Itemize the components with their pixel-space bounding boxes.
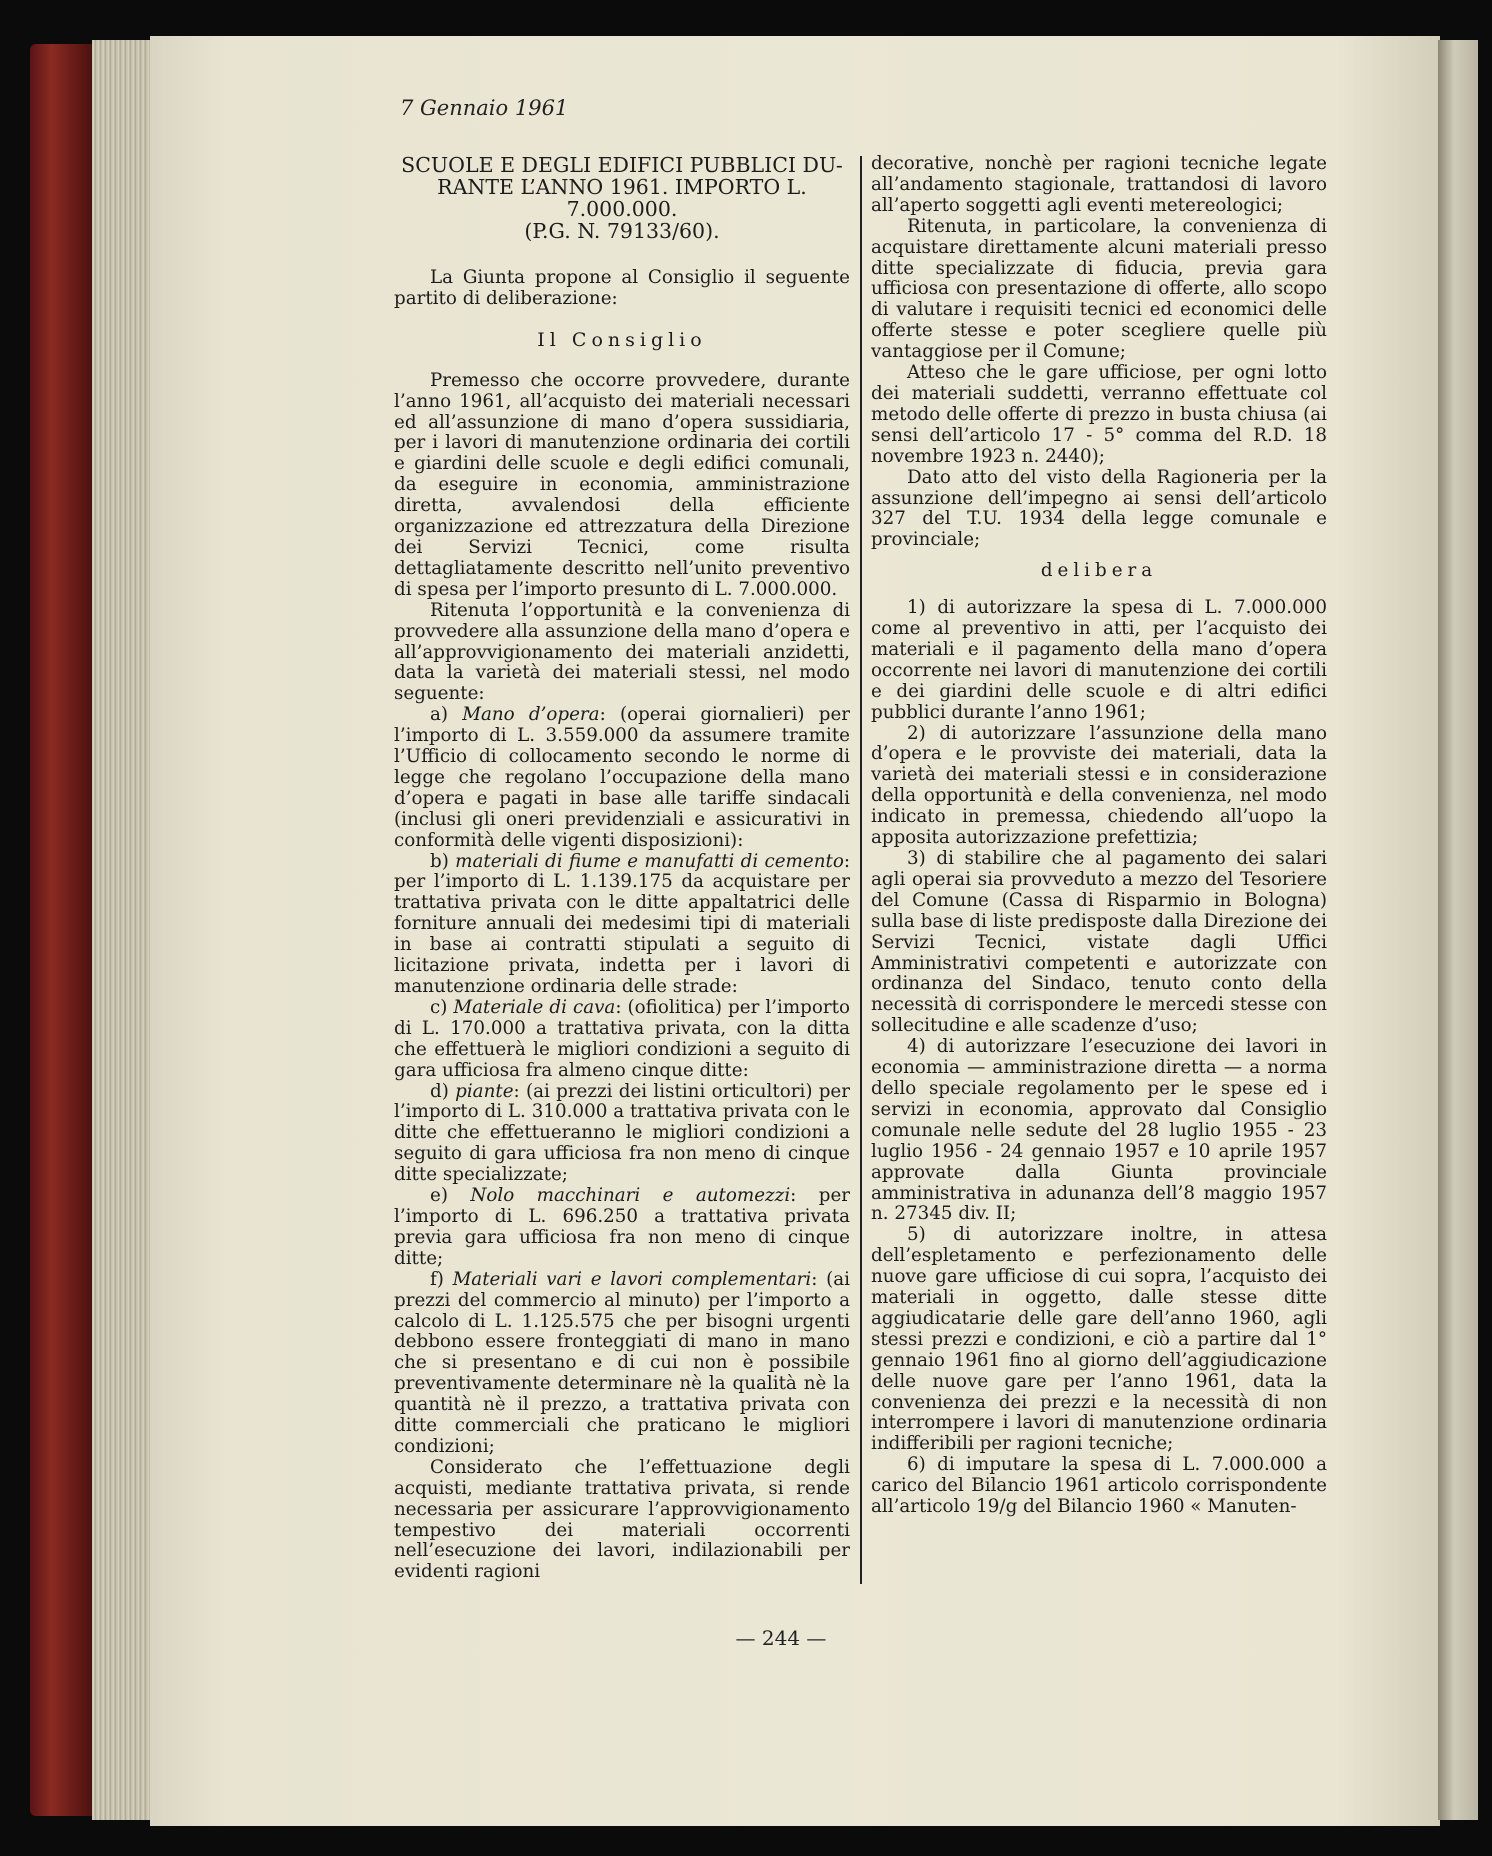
page-header-date: 7 Gennaio 1961 — [400, 96, 569, 120]
item-text: : (ai prezzi del commercio al minuto) per l’importo a calcolo di L. 1.125.575 che per bisogni urgenti debbono essere fronteggiati di mano in mano che si presentano e di cui non è possibile preventivamente determinare nè la qualità nè la quantità nè il prezzo, a trattativa privata con ditte commerciali che praticano le migliori condizioni; — [394, 1268, 850, 1457]
item-text: : (operai giornalieri) per l’importo di L. 3.559.000 da assumere tramite l’Ufficio di collocamento secondo le norme di legge che regolano l’occupazione della mano d’opera e pagati in base alle tariffe sindacali (inclusi gli oneri previdenziali e assicurativi in conformità delle vigenti disposizioni): — [394, 704, 851, 851]
delibera-point-3: 3) di stabilire che al pagamento dei salari agli operai sia provveduto a mezzo del Tesoriere del Comune (Cassa di Risparmio in Bologna) sulla base di liste predisposte dalla Direzione dei Servizi Tecnici, vistate dagli Uffici Amministrativi competenti e autorizzate con ordinanza del Sindaco, tenuto conto della necessità di corrispondere le mercedi stesse con sollecitudine e alle scadenze d’uso; — [871, 848, 1327, 1037]
item-e — [394, 1186, 850, 1270]
consiglio-heading: Il Consiglio — [537, 328, 707, 351]
item-prefix: b) — [430, 850, 456, 872]
item-label: Nolo macchinari e automezzi — [470, 1185, 791, 1207]
delibera-point-1: 1) di autorizzare la spesa di L. 7.000.000 come al preventivo in atti, per l’acquisto dei materiali e il pagamento della mano d’opera occorrente nei lavori di manutenzione dei cortili e dei giardini delle scuole e di altri edifici pubblici durante l’anno 1961; — [871, 597, 1327, 723]
item-text: : per l’importo di L. 696.250 a trattativa privata previa gara ufficiosa fra non meno di cinque ditte; — [394, 1185, 851, 1269]
right-page-edge — [1438, 40, 1478, 1820]
delibera-point-4: 4) di autorizzare l’esecuzione dei lavori in economia — amministrazione diretta — a norma dello speciale regolamento per le spese ed i servizi in economia, approvato dal Consiglio comunale nelle sedute del 28 luglio 1955 - 23 luglio 1956 - 24 gennaio 1957 e 10 aprile 1957 approvate dalla Giunta provinciale amministrativa in adunanza dell’8 maggio 1957 n. 27345 div. II; — [871, 1036, 1327, 1225]
item-label: Materiali vari e lavori complementari — [452, 1268, 812, 1290]
page-number-footer — [0, 1626, 1492, 1650]
item-text: : per l’importo di L. 1.139.175 da acquistare per trattativa privata con le ditte appaltatrici delle forniture annuali dei medesimi tipi di materiali in base ai contratti stipulati a seguito di licitazione privata, indetta per i lavori di manutenzione ordinaria delle strade: — [394, 850, 850, 997]
item-c — [394, 998, 850, 1082]
intro-paragraph: La Giunta propone al Consiglio il seguente partito di deliberazione: — [394, 267, 850, 309]
dato-atto-paragraph: Dato atto del visto della Ragioneria per la assunzione dell’impegno ai sensi dell’articolo 327 del T.U. 1934 della legge comunale e provinciale; — [871, 466, 1327, 551]
delibera-point-5: 5) di autorizzare inoltre, in attesa dell’espletamento e perfezionamento delle nuove gare ufficiose di cui sopra, l’acquisto dei materiali in oggetto, dalle stesse ditte aggiudicatarie delle gare dell’anno 1960, agli stessi prezzi e condizioni, e ciò a partire dal 1° gennaio 1961 fino al giorno dell’aggiudicazione delle nuove gare per l’anno 1961, data la convenienza dei prezzi e la necessità di non interrompere i lavori di manutenzione ordinaria indifferibili per ragioni tecniche; — [871, 1224, 1327, 1455]
column-divider — [860, 156, 862, 1584]
considerato-paragraph: Considerato che l’effettuazione degli acquisti, mediante trattativa privata, si rende necessaria per assicurare l’approvvigionamento tempestivo dei materiali occorrenti nell’esecuzione dei lavori, indilazionabili per evidenti ragioni — [394, 1456, 850, 1583]
title-line-1: SCUOLE E DEGLI EDIFICI PUBBLICI DU- — [401, 153, 843, 177]
item-a — [394, 705, 850, 851]
item-label: Materiale di cava — [453, 996, 616, 1018]
delibera-heading: delibera — [1040, 560, 1158, 582]
item-b — [394, 852, 850, 998]
item-text: : (ofiolitica) per l’importo di L. 170.000 a trattativa privata, con la ditta che effettuerà le migliori condizioni a seguito di gara ufficiosa fra almeno cinque ditte: — [394, 996, 850, 1081]
item-prefix: e) — [430, 1185, 471, 1207]
item-d — [394, 1082, 850, 1187]
item-prefix: c) — [430, 996, 454, 1018]
continuation-paragraph: decorative, nonchè per ragioni tecniche legate all’andamento stagionale, trattandosi di lavoro all’aperto soggetti agli eventi metereologici; — [871, 153, 1327, 216]
ritenuta2-paragraph: Ritenuta, in particolare, la convenienza di acquistare direttamente alcuni materiali presso ditte specializzate di fiducia, previa gara ufficiosa con presentazione di offerte, allo scopo di valutare i requisiti tecnici ed economici delle offerte stesse e poter scegliere quelle più vantaggiose per il Comune; — [871, 215, 1327, 363]
item-prefix: d) — [430, 1080, 456, 1102]
delibera-point-6: 6) di imputare la spesa di L. 7.000.000 a carico del Bilancio 1961 articolo corrispondente all’articolo 19/g del Bilancio 1960 « Manuten- — [871, 1454, 1327, 1518]
title-line-2: RANTE L’ANNO 1961. IMPORTO L. 7.000.000. — [437, 175, 807, 221]
page-number: — 244 — — [735, 1626, 827, 1650]
item-prefix: a) — [430, 704, 463, 726]
title-line-3: (P.G. N. 79133/60). — [524, 219, 720, 243]
item-f — [394, 1270, 850, 1458]
item-prefix: f) — [430, 1268, 453, 1290]
item-label: Mano d’opera — [462, 704, 600, 726]
left-column — [394, 154, 850, 1583]
document-title — [394, 154, 850, 242]
atteso-paragraph: Atteso che le gare ufficiose, per ogni lotto dei materiali suddetti, verranno effettuate col metodo delle offerte di prezzo in busta chiusa (ai sensi dell’articolo 17 - 5° comma del R.D. 18 novembre 1923 n. 2440); — [871, 362, 1327, 467]
item-label: materiali di fiume e manufatti di cemento — [455, 850, 844, 872]
item-text: : (ai prezzi dei listini orticultori) per l’importo di L. 310.000 a trattativa privata con le ditte che effettueranno le migliori condizioni a seguito di gara ufficiosa fra non meno di cinque ditte specializzate; — [394, 1080, 850, 1186]
item-label: piante — [455, 1080, 514, 1102]
right-column — [871, 154, 1327, 1518]
delibera-point-2: 2) di autorizzare l’assunzione della mano d’opera e le provviste dei materiali, data la varietà dei materiali stessi e in considerazione della opportunità e della convenienza, nel modo indicato in premessa, chiedendo all’uopo la apposita autorizzazione prefettizia; — [871, 722, 1327, 849]
premesso-paragraph: Premesso che occorre provvedere, durante l’anno 1961, all’acquisto dei materiali necessari ed all’assunzione di mano d’opera sussidiaria, per i lavori di manutenzione ordinaria dei cortili e giardini delle scuole e degli edifici comunali, da eseguire in economia, amministrazione diretta, avvalendosi della efficiente organizzazione ed attrezzatura della Direzione dei Servizi Tecnici, come risulta dettagliatamente descritto nell’unito preventivo di spesa per l’importo presunto di L. 7.000.000. — [394, 369, 850, 600]
ritenuta-paragraph: Ritenuta l’opportunità e la convenienza di provvedere alla assunzione della mano d’opera e all’approvvigionamento dei materiali anzidetti, data la varietà dei materiali stessi, nel modo seguente: — [394, 599, 850, 705]
